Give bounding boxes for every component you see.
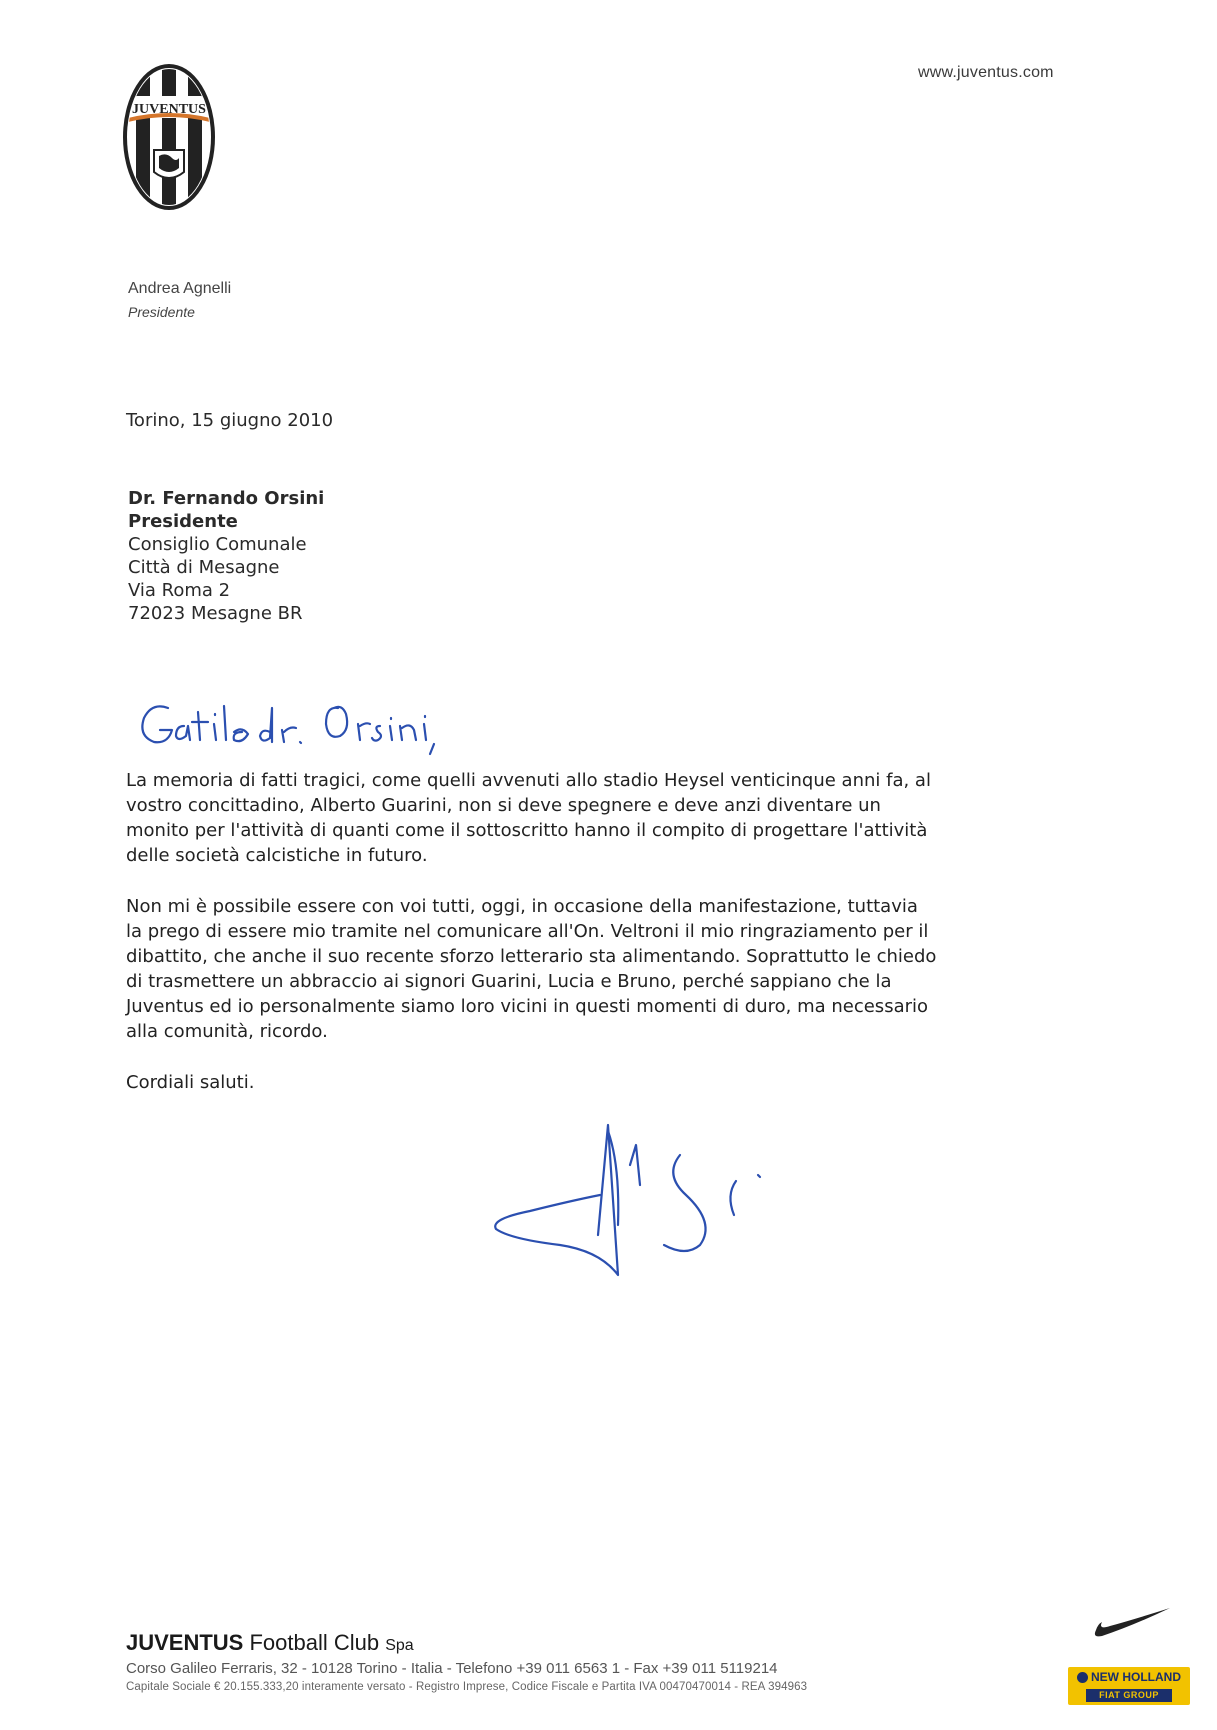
website-link[interactable]: www.juventus.com	[918, 64, 1054, 81]
handwritten-signature	[490, 1105, 810, 1305]
recipient-line: Consiglio Comunale	[128, 534, 307, 555]
nike-swoosh-logo	[1092, 1600, 1172, 1640]
recipient-title: Presidente	[128, 511, 238, 532]
leaf-icon	[1077, 1672, 1088, 1683]
sender-block	[128, 280, 231, 320]
body-paragraph: La memoria di fatti tragici, come quelli avvenuti allo stadio Heysel venticinque anni fa, al vostro concittadino, Alberto Guarini, non si deve spegnere e deve anzi diventare un monito per l'attività di quanti come il sottoscritto hanno il compito di progettare l'attività delle società calcistiche in futuro.	[126, 770, 931, 866]
letter-date: Torino, 15 giugno 2010	[126, 410, 334, 431]
recipient-line: Città di Mesagne	[128, 557, 280, 578]
handwritten-salutation	[138, 696, 438, 758]
club-name-spa: Spa	[385, 1637, 414, 1654]
new-holland-sponsor-logo	[1068, 1667, 1190, 1705]
recipient-address	[128, 487, 324, 625]
closing-line: Cordiali saluti.	[126, 1072, 255, 1093]
club-address: Corso Galileo Ferraris, 32 - 10128 Torino - Italia - Telefono +39 011 6563 1 - Fax +39 011 5119214	[126, 1660, 778, 1677]
sponsor-group: FIAT GROUP	[1086, 1689, 1172, 1702]
footer	[126, 1630, 1026, 1693]
sender-role: Presidente	[128, 304, 195, 320]
recipient-line: 72023 Mesagne BR	[128, 603, 303, 624]
recipient-name: Dr. Fernando Orsini	[128, 488, 325, 509]
sponsor-name: NEW HOLLAND	[1091, 1670, 1181, 1684]
club-name-line	[126, 1630, 1026, 1656]
club-name-rest: Football Club	[243, 1630, 386, 1655]
crest-logo-text: JUVENTUS	[132, 102, 206, 117]
sender-name: Andrea Agnelli	[128, 280, 232, 297]
juventus-crest-logo	[122, 62, 216, 212]
club-name-bold: JUVENTUS	[126, 1630, 244, 1655]
recipient-line: Via Roma 2	[128, 580, 231, 601]
sponsor-top-row	[1068, 1667, 1190, 1687]
club-legal-info: Capitale Sociale € 20.155.333,20 interamente versato - Registro Imprese, Codice Fiscale e Partita IVA 00470470014 - REA 394963	[126, 1681, 808, 1693]
letter-body	[126, 768, 1066, 1121]
body-paragraph: Non mi è possibile essere con voi tutti, oggi, in occasione della manifestazione, tuttavia la prego di essere mio tramite nel comunicare all'On. Veltroni il mio ringraziamento per il dibattito, che anche il suo recente sforzo letterario sta alimentando. Soprattutto le chiedo di trasmettere un abbraccio ai signori Guarini, Lucia e Bruno, perché sappiano che la Juventus ed io personalmente siamo loro vicini in questi momenti di duro, ma necessario alla comunità, ricordo.	[126, 896, 937, 1042]
